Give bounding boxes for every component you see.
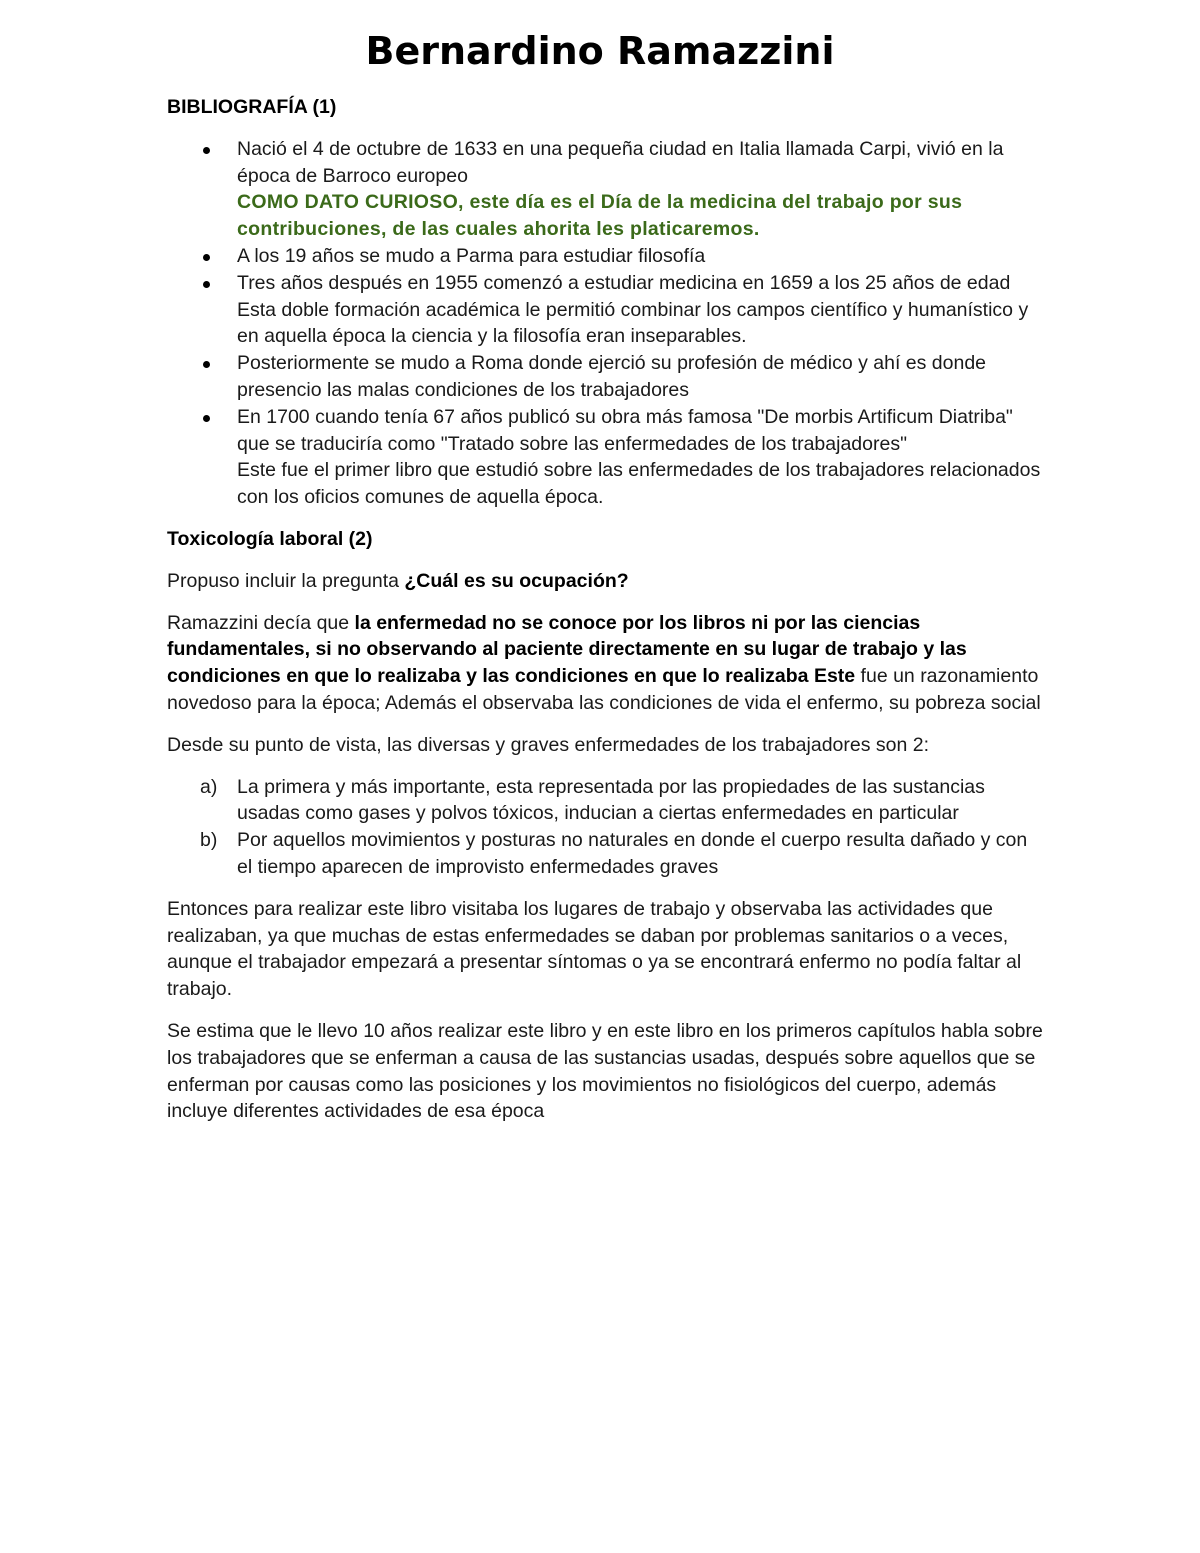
list-item xyxy=(167,350,1047,404)
paragraph-book-content: Se estima que le llevo 10 años realizar este libro y en este libro en los primeros capítulos habla sobre los trabajadores que se enferman a causa de las sustancias usadas, después sobre aquellos que se enferman por causas como las posiciones y los movimientos no fisiológicos del cuerpo, además incluye diferentes actividades de esa época xyxy=(167,1019,1043,1123)
diseases-list xyxy=(167,774,1047,881)
bullet-icon xyxy=(203,147,210,154)
list-marker: b) xyxy=(200,829,218,852)
list-item-text: Tres años después en 1955 comenzó a estudiar medicina en 1659 a los 25 años de edad xyxy=(237,271,1011,294)
bullet-icon xyxy=(203,361,210,368)
paragraph-book-visits: Entonces para realizar este libro visitaba los lugares de trabajo y observaba las actividades que realizaban, ya que muchas de estas enfermedades se daban por problemas sanitarios o a veces, aunque el trabajador empezará a presentar síntomas o ya se encontrará enfermo no podía faltar al trabajo. xyxy=(167,897,1022,1001)
curious-fact-highlight: COMO DATO CURIOSO, este día es el Día de la medicina del trabajo por sus contribuciones, de las cuales ahorita les platicaremos. xyxy=(237,191,963,241)
list-item-text: En 1700 cuando tenía 67 años publicó su obra más famosa "De morbis Artificum Diatriba" que se traduciría como "Tratado sobre las enfermedades de los trabajadores" xyxy=(237,405,1013,455)
bibliography-list xyxy=(167,136,1047,511)
list-item xyxy=(167,827,1047,881)
list-item-extra: Este fue el primer libro que estudió sobre las enfermedades de los trabajadores relacionados con los oficios comunes de aquella época. xyxy=(237,459,1041,509)
list-item-text: La primera y más importante, esta representada por las propiedades de las sustancias usadas como gases y polvos tóxicos, inducian a ciertas enfermedades en particular xyxy=(237,775,985,825)
paragraph-text: Propuso incluir la pregunta xyxy=(167,569,405,592)
paragraph-text: Ramazzini decía que xyxy=(167,611,355,634)
paragraph-ramazzini-quote xyxy=(167,610,1047,717)
list-item xyxy=(167,404,1047,511)
section-heading-toxicologia: Toxicología laboral (2) xyxy=(167,527,373,550)
list-marker: a) xyxy=(200,775,218,798)
list-item xyxy=(167,136,1047,243)
bullet-icon xyxy=(203,281,210,288)
list-item xyxy=(167,774,1047,828)
paragraph-question xyxy=(167,568,1047,595)
bullet-icon xyxy=(203,254,210,261)
list-item xyxy=(167,270,1047,350)
occupation-question: ¿Cuál es su ocupación? xyxy=(404,569,629,592)
page-title: Bernardino Ramazzini xyxy=(365,29,835,73)
list-item-text: A los 19 años se mudo a Parma para estudiar filosofía xyxy=(237,244,706,267)
list-item xyxy=(167,243,1047,270)
list-item-extra: Esta doble formación académica le permitió combinar los campos científico y humanístico y en aquella época la ciencia y la filosofía eran inseparables. xyxy=(237,298,1029,348)
bold-statement: la enfermedad no se conoce por los libros ni por las ciencias fundamentales, si no observando al paciente directamente en su lugar de trabajo y las condiciones en que lo realizaba y las condiciones en que lo realizaba Este xyxy=(167,611,967,688)
section-heading-bibliografia: BIBLIOGRAFÍA (1) xyxy=(167,96,337,118)
list-item-text: Nació el 4 de octubre de 1633 en una pequeña ciudad en Italia llamada Carpi, vivió en la época de Barroco europeo xyxy=(237,137,1004,187)
list-item-text: Posteriormente se mudo a Roma donde ejerció su profesión de médico y ahí es donde presencio las malas condiciones de los trabajadores xyxy=(237,352,987,401)
list-item-text: Por aquellos movimientos y posturas no naturales en donde el cuerpo resulta dañado y con el tiempo aparecen de improvisto enfermedades graves xyxy=(237,829,1028,878)
document-body xyxy=(167,94,1047,1125)
paragraph-diseases-intro: Desde su punto de vista, las diversas y graves enfermedades de los trabajadores son 2: xyxy=(167,733,930,756)
paragraph-text: fue un razonamiento novedoso para la época; Además el observaba las condiciones de vida el enfermo, su pobreza social xyxy=(167,665,1041,714)
bullet-icon xyxy=(203,415,210,422)
